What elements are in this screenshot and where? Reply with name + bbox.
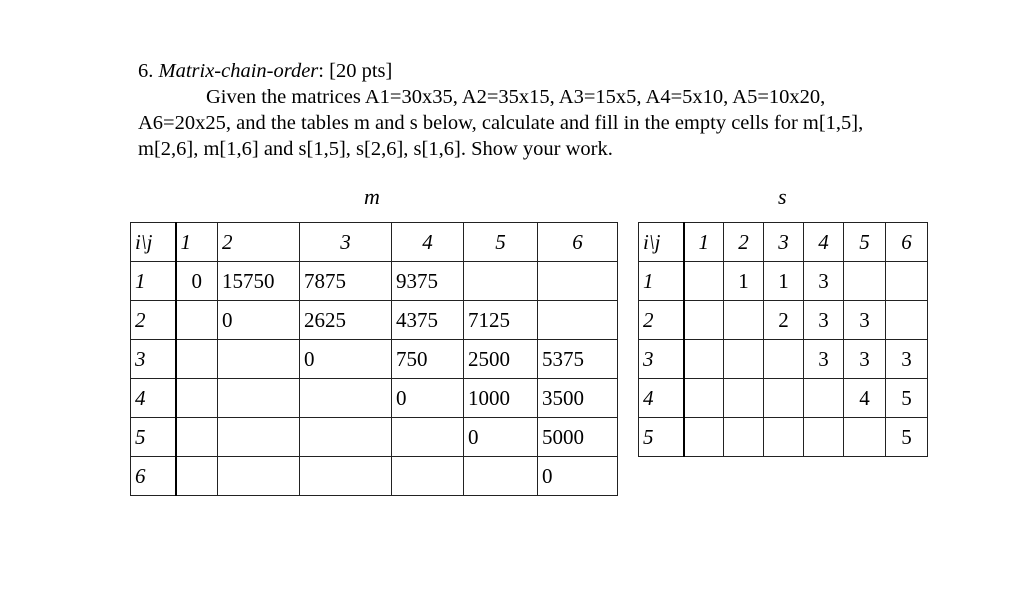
m_table-cell	[218, 418, 300, 457]
m_table-row-label: 1	[131, 262, 176, 301]
m_table-cell	[176, 418, 218, 457]
m_table-cell	[392, 418, 464, 457]
s_table-cell	[844, 262, 886, 301]
m_table-cell	[176, 379, 218, 418]
m-table	[130, 222, 618, 496]
m-table-label: m	[364, 184, 380, 209]
problem-points: [20 pts]	[329, 60, 393, 82]
m_table-row-label: 2	[131, 301, 176, 340]
s_table-cell	[886, 301, 928, 340]
m_table-cell	[176, 340, 218, 379]
s_table-cell	[844, 418, 886, 457]
m_table-row	[131, 301, 618, 340]
m_table-cell	[300, 379, 392, 418]
m_table-cell: 0	[300, 340, 392, 379]
problem-title: Matrix-chain-order	[158, 60, 319, 82]
s_table-col-header: 6	[886, 223, 928, 262]
m_table-cell	[464, 457, 538, 496]
problem-title-line: 6. Matrix-chain-order: [20 pts]	[138, 60, 393, 82]
s_table-cell	[724, 418, 764, 457]
m_table-row-label: 4	[131, 379, 176, 418]
problem-line-2: A6=20x25, and the tables m and s below, calculate and fill in the empty cells for m[1,5],	[138, 112, 864, 134]
m_table-cell: 7875	[300, 262, 392, 301]
s_table-cell: 5	[886, 379, 928, 418]
s_table-cell	[724, 340, 764, 379]
m_table-cell: 0	[392, 379, 464, 418]
s-table-label: s	[778, 184, 787, 209]
s_table-row-label: 2	[639, 301, 684, 340]
m_table-cell: 3500	[538, 379, 618, 418]
m_table-row-label: 5	[131, 418, 176, 457]
m_table-cell: 4375	[392, 301, 464, 340]
m_table-cell: 5375	[538, 340, 618, 379]
m_table-row	[131, 418, 618, 457]
m_table-cell	[300, 418, 392, 457]
s_table-row	[639, 379, 928, 418]
s_table-cell	[684, 379, 724, 418]
s_table-cell	[724, 301, 764, 340]
m_table-col-header: 3	[300, 223, 392, 262]
s_table-row-label: 5	[639, 418, 684, 457]
m_table-cell	[300, 457, 392, 496]
s_table-row-label: i\j	[639, 223, 684, 262]
m_table-cell	[176, 457, 218, 496]
s_table-cell	[804, 379, 844, 418]
m_table-col-header: 2	[218, 223, 300, 262]
s_table-cell	[764, 340, 804, 379]
m_table-cell: 750	[392, 340, 464, 379]
s_table-row-label: 3	[639, 340, 684, 379]
s_table-row	[639, 418, 928, 457]
s_table-cell	[724, 379, 764, 418]
m_table-cell: 0	[176, 262, 218, 301]
m_table-row	[131, 379, 618, 418]
s_table-row-label: 4	[639, 379, 684, 418]
m_table-cell: 0	[218, 301, 300, 340]
s_table-col-header: 2	[724, 223, 764, 262]
s_table-cell: 2	[764, 301, 804, 340]
s_table-cell: 3	[804, 262, 844, 301]
s_table-row	[639, 340, 928, 379]
s_table-cell: 3	[844, 340, 886, 379]
s_table-cell	[764, 418, 804, 457]
m_table-cell: 0	[464, 418, 538, 457]
m_table-cell	[538, 301, 618, 340]
s_table-cell: 3	[804, 340, 844, 379]
problem-number: 6.	[138, 60, 154, 82]
problem-statement	[138, 58, 938, 162]
s_table-cell: 5	[886, 418, 928, 457]
s_table-col-header: 1	[684, 223, 724, 262]
s_table-col-header: 3	[764, 223, 804, 262]
m_table-row	[131, 340, 618, 379]
m_table-cell: 2625	[300, 301, 392, 340]
s_table-cell	[684, 301, 724, 340]
s_table-col-header: 4	[804, 223, 844, 262]
s-table	[638, 222, 928, 457]
m_table-cell	[218, 340, 300, 379]
s_table-header-row	[639, 223, 928, 262]
m_table-cell: 5000	[538, 418, 618, 457]
s_table-cell	[804, 418, 844, 457]
problem-line-1: Given the matrices A1=30x35, A2=35x15, A3=15x5, A4=5x10, A5=10x20,	[206, 86, 826, 108]
m_table-cell	[176, 301, 218, 340]
s_table-cell	[684, 418, 724, 457]
m_table-cell	[538, 262, 618, 301]
problem-line-3: m[2,6], m[1,6] and s[1,5], s[2,6], s[1,6]. Show your work.	[138, 138, 613, 160]
m_table-row	[131, 457, 618, 496]
m_table-col-header: 1	[176, 223, 218, 262]
m_table-row-label: 6	[131, 457, 176, 496]
m_table-cell: 0	[538, 457, 618, 496]
m_table-col-header: 6	[538, 223, 618, 262]
m_table-cell	[218, 457, 300, 496]
s_table-row-label: 1	[639, 262, 684, 301]
s_table-cell	[684, 340, 724, 379]
s_table-cell	[764, 379, 804, 418]
s_table-cell: 1	[764, 262, 804, 301]
m_table-header-row	[131, 223, 618, 262]
s_table-cell: 4	[844, 379, 886, 418]
m_table-cell: 2500	[464, 340, 538, 379]
s_table-cell: 3	[804, 301, 844, 340]
m_table-row	[131, 262, 618, 301]
m_table-col-header: 4	[392, 223, 464, 262]
m_table-cell	[218, 379, 300, 418]
s_table-cell	[886, 262, 928, 301]
m_table-cell: 1000	[464, 379, 538, 418]
m_table-cell: 9375	[392, 262, 464, 301]
s_table-row	[639, 262, 928, 301]
m_table-col-header: 5	[464, 223, 538, 262]
m_table-row-label: i\j	[131, 223, 176, 262]
s_table-cell: 3	[844, 301, 886, 340]
s_table-row	[639, 301, 928, 340]
s_table-cell	[684, 262, 724, 301]
s_table-cell: 1	[724, 262, 764, 301]
m_table-cell	[464, 262, 538, 301]
s_table-col-header: 5	[844, 223, 886, 262]
m_table-row-label: 3	[131, 340, 176, 379]
m_table-cell: 7125	[464, 301, 538, 340]
s_table-cell: 3	[886, 340, 928, 379]
m_table-cell	[392, 457, 464, 496]
m_table-cell: 15750	[218, 262, 300, 301]
